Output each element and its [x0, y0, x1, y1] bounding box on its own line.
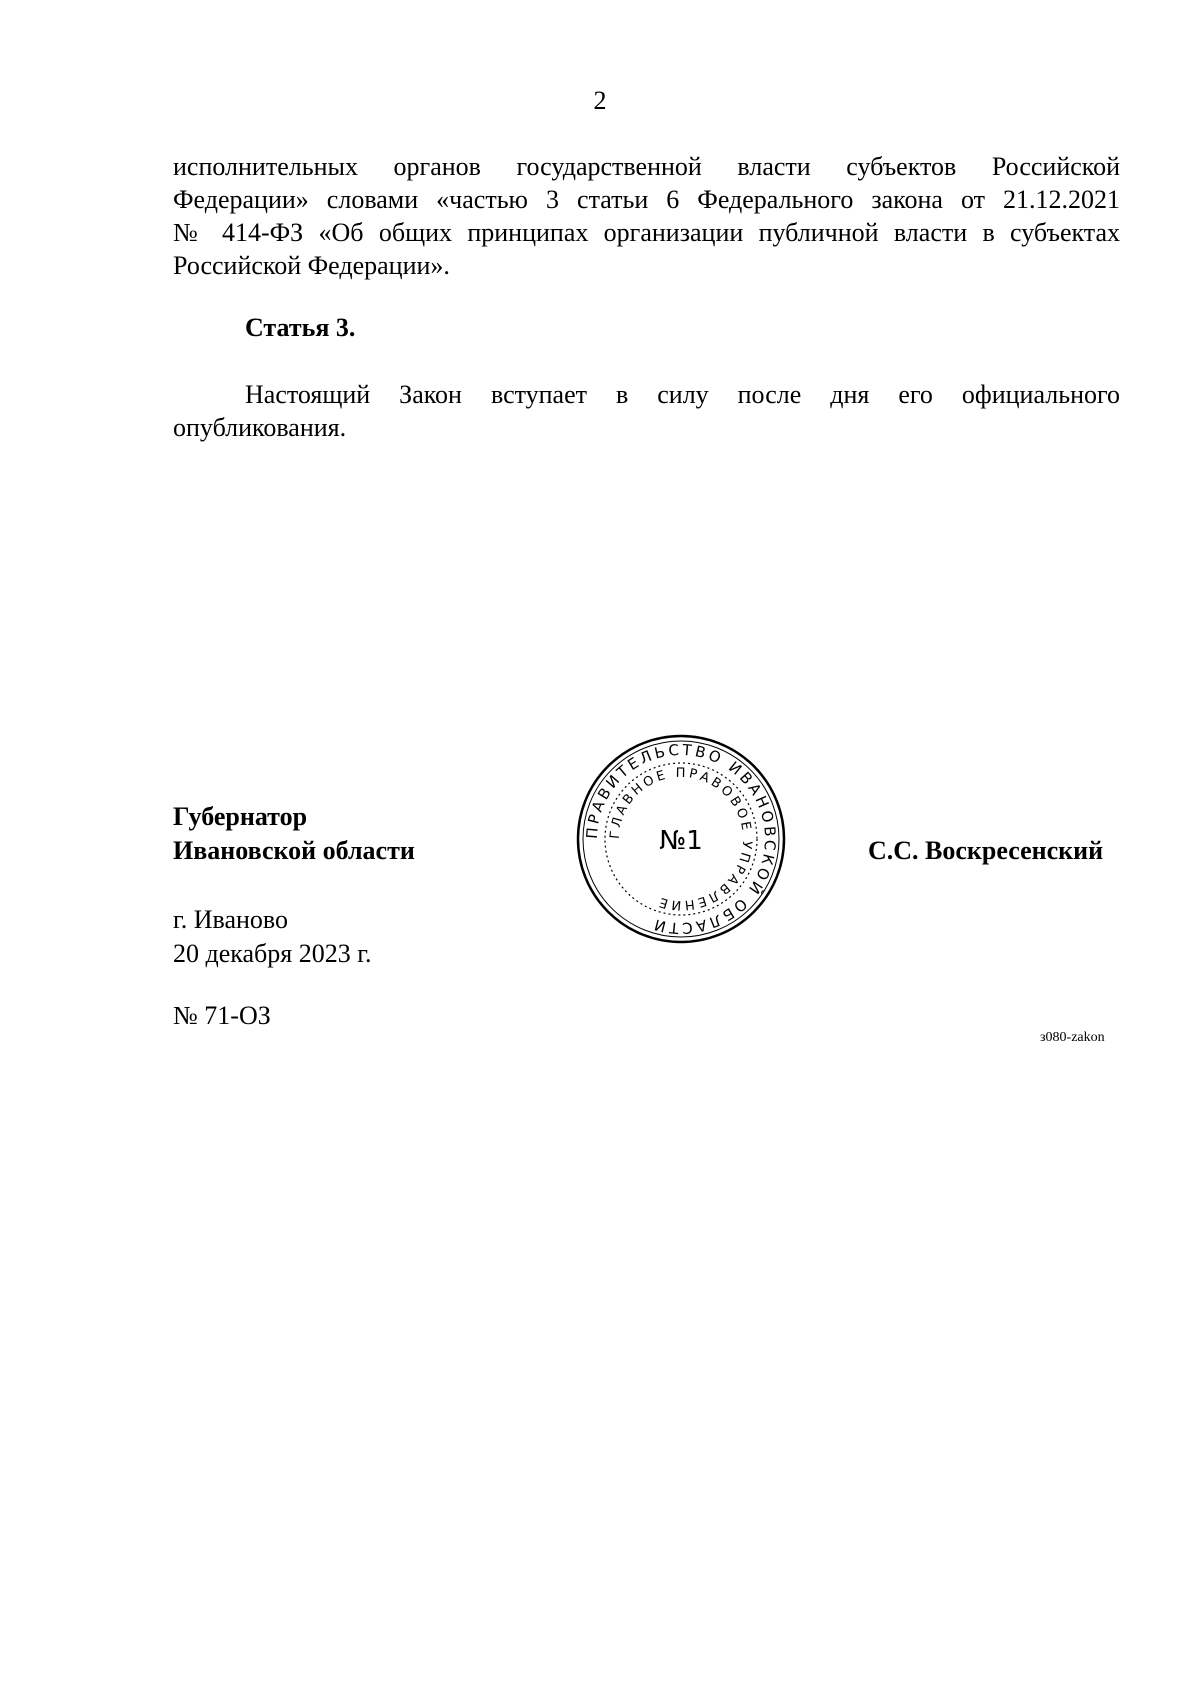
official-seal — [575, 733, 787, 945]
seal-outer-text: ПРАВИТЕЛЬСТВО ИВАНОВСКОЙ ОБЛАСТИ — [582, 740, 780, 938]
article-heading: Статья 3. — [245, 313, 356, 342]
signature-title-line-2: Ивановской области — [173, 836, 415, 865]
place-date — [173, 903, 371, 971]
signature-title — [173, 800, 415, 868]
paragraph-1-line-2: Федерации» словами «частью 3 статьи 6 Федерального закона от 21.12.2021 — [173, 185, 1120, 214]
seal-inner-text: ГЛАВНОЕ ПРАВОВОЕ УПРАВЛЕНИЕ — [607, 765, 755, 913]
paragraph-2-line-2: опубликования. — [173, 413, 347, 442]
page-number: 2 — [593, 86, 607, 115]
signatory-name: С.С. Воскресенский — [868, 836, 1104, 865]
paragraph-2-line-1: Настоящий Закон вступает в силу после дня его официального — [245, 380, 1120, 409]
city: г. Иваново — [173, 905, 288, 934]
paragraph-1-line-1: исполнительных органов государственной власти субъектов Российской — [173, 152, 1120, 181]
signature-title-line-1: Губернатор — [173, 802, 308, 831]
document-code: з080-zakon — [1040, 1030, 1105, 1045]
paragraph-1-line-4: Российской Федерации». — [173, 251, 450, 280]
paragraph-1-line-3: № 414-ФЗ «Об общих принципах организации публичной власти в субъектах — [173, 218, 1120, 247]
law-number: № 71-ОЗ — [173, 1001, 271, 1030]
signing-date: 20 декабря 2023 г. — [173, 939, 372, 968]
paragraph-2 — [173, 378, 1120, 444]
paragraph-1 — [173, 150, 1120, 282]
seal-center-text: №1 — [659, 826, 703, 856]
